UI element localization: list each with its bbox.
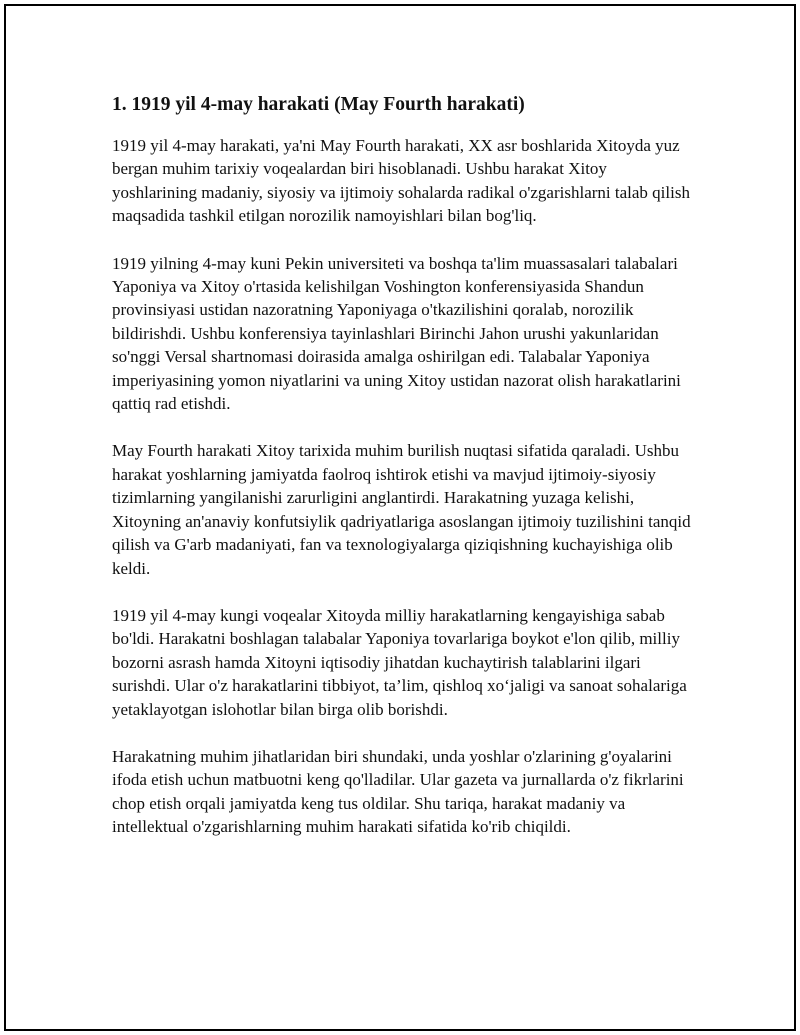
paragraph-2: 1919 yilning 4-may kuni Pekin universiteti va boshqa ta'lim muassasalari talabalari Yaponiya va Xitoy o'rtasida kelishilgan Voshington konferensiyasida Shandun provinsiyasi ustidan nazoratning Yaponiyaga o'tkazilishini qoralab, norozilik bildirishdi. Ushbu konferensiya tayinlashlari Birinchi Jahon urushi yakunlaridan so'nggi Versal shartnomasi doirasida amalga oshirilgan edi. Talabalar Yaponiya imperiyasining yomon niyatlarini va uning Xitoy ustidan nazorat olish harakatlarini qattiq rad etishdi. (112, 253, 681, 414)
paragraph-4: 1919 yil 4-may kungi voqealar Xitoyda milliy harakatlarning kengayishiga sabab bo'ldi. Harakatni boshlagan talabalar Yaponiya tovarlariga boykot e'lon qilib, milliy bozorni asrash hamda Xitoyni iqtisodiy jihatdan kuchaytirish talablarini ilgari surishdi. Ular o'z harakatlarini tibbiyot, ta’lim, qishloq xo‘jaligi va sanoat sohalariga yetaklayotgan islohotlar bilan birga olib borishdi. (112, 605, 687, 719)
section-heading: 1. 1919 yil 4-may harakati (May Fourth harakati) (112, 94, 525, 115)
paragraph-1: 1919 yil 4-may harakati, ya'ni May Fourth harakati, XX asr boshlarida Xitoyda yuz bergan muhim tarixiy voqealardan biri hisoblanadi. Ushbu harakat Xitoy yoshlarining madaniy, siyosiy va ijtimoiy sohalarda radikal o'zgarishlarni talab qilish maqsadida tashkil etilgan norozilik namoyishlari bilan bog'liq. (112, 136, 690, 226)
paragraph-5: Harakatning muhim jihatlaridan biri shundaki, unda yoshlar o'zlarining g'oyalarini ifoda etish uchun matbuotni keng qo'lladilar. Ular gazeta va jurnallarda o'z fikrlarini chop etish orqali jamiyatda keng tus oldilar. Shu tariqa, harakat madaniy va intellektual o'zgarishlarning muhim harakati sifatida ko'rib chiqildi. (112, 746, 684, 837)
document-body (112, 92, 692, 863)
paragraph-3: May Fourth harakati Xitoy tarixida muhim burilish nuqtasi sifatida qaraladi. Ushbu harakat yoshlarning jamiyatda faolroq ishtirok etishi va mavjud ijtimoiy-siyosiy tizimlarning yangilanishi zarurligini anglantirdi. Harakatning yuzaga kelishi, Xitoyning an'anaviy konfutsiylik qadriyatlariga asoslangan ijtimoiy tuzilishini tanqid qilish va G'arb madaniyati, fan va texnologiyalarga qiziqishning kuchayishiga olib keldi. (112, 441, 691, 578)
